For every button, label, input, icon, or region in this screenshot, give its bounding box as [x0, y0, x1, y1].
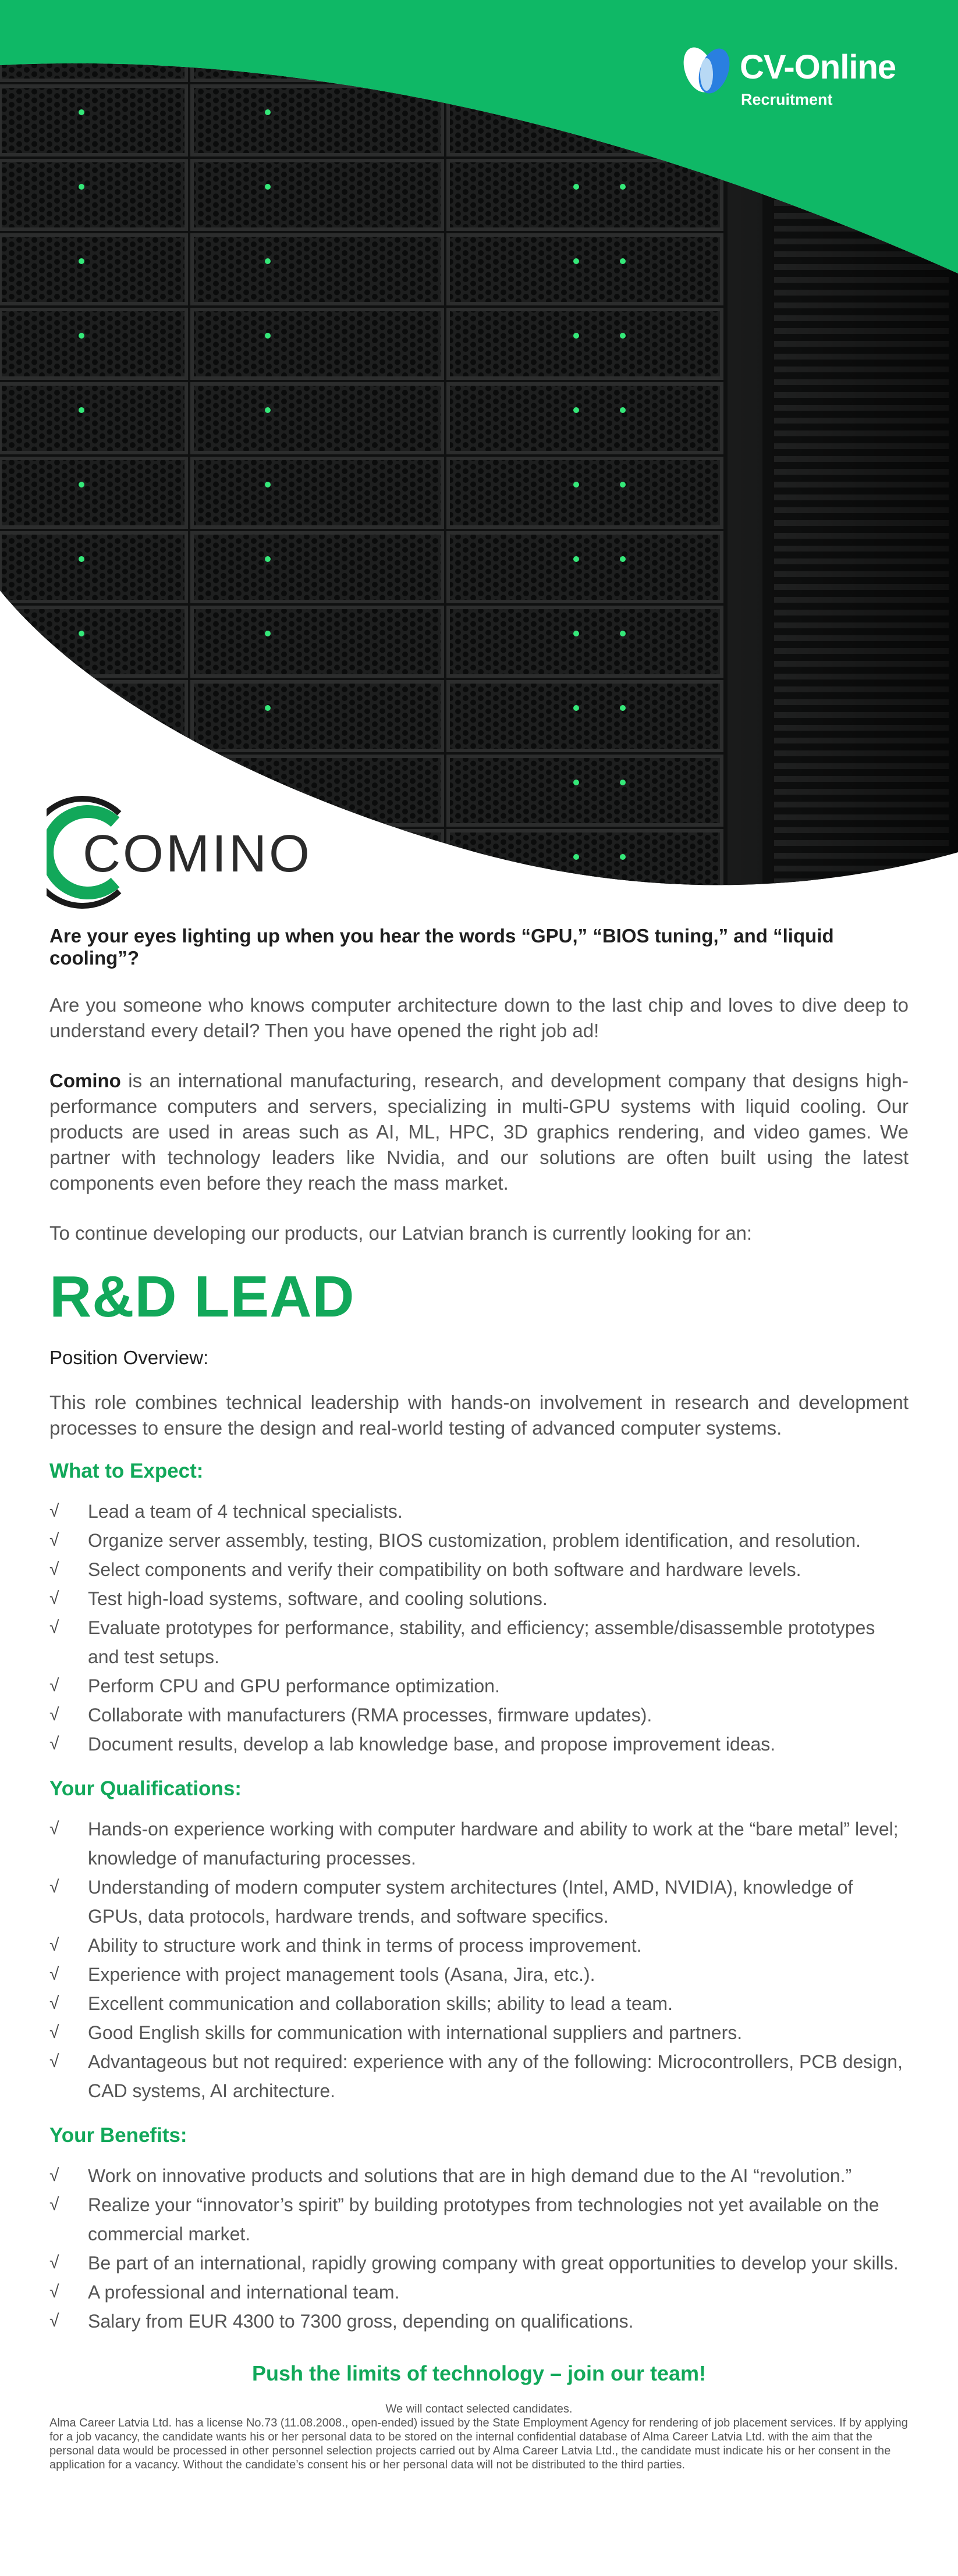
section-list: [49, 1814, 909, 2105]
cv-online-logo-mark: [678, 40, 736, 98]
check-icon: √: [49, 1994, 59, 2013]
intro-hook: Are you someone who knows computer architecture down to the last chip and loves to dive deep to understand every detail? Then you have opened the right job ad!: [49, 994, 909, 1041]
check-icon: √: [49, 1676, 59, 1695]
section-list: [49, 1497, 909, 1759]
list-item-text: Excellent communication and collaboration skills; ability to lead a team.: [88, 1993, 673, 2014]
job-sections: [49, 1460, 909, 2336]
list-item-text: Good English skills for communication with international suppliers and partners.: [88, 2022, 743, 2043]
check-icon: √: [49, 1935, 59, 1955]
job-ad-body: [49, 925, 909, 2472]
list-item-text: Work on innovative products and solutions that are in high demand due to the AI “revolution.”: [88, 2165, 852, 2186]
list-item-text: Salary from EUR 4300 to 7300 gross, depending on qualifications.: [88, 2311, 634, 2332]
list-item: [49, 1700, 909, 1730]
call-to-action: Push the limits of technology – join our team!: [251, 2361, 707, 2385]
check-icon: √: [49, 1705, 59, 1724]
list-item-text: Lead a team of 4 technical specialists.: [88, 1501, 403, 1522]
list-item: [49, 1989, 909, 2018]
check-icon: √: [49, 2052, 59, 2071]
cv-online-brand: CV-Online: [740, 48, 896, 86]
list-item-text: Advantageous but not required: experience with any of the following: Microcontrollers, PCB design, CAD systems, AI architecture.: [88, 2051, 903, 2101]
section-heading: Your Benefits:: [49, 2124, 187, 2147]
legal-notice: Alma Career Latvia Ltd. has a license No.73 (11.08.2008., open-ended) issued by the State Employment Agency for rendering of job placement services. If by applying for a job vacancy, the candidate wants his or her personal data to be stored on the internal confidential database of Alma Career Latvia Ltd. with the aim that the personal data would be processed in other personnel selection projects carried out by Alma Career Latvia Ltd., the candidate must indicate his or her consent in the application for a vacancy. Without the candidate’s consent his or her personal data will not be distributed to the third parties.: [49, 2417, 908, 2471]
list-item: [49, 2161, 909, 2190]
check-icon: √: [49, 1819, 59, 1838]
list-item: [49, 1960, 909, 1989]
check-icon: √: [49, 1531, 59, 1550]
list-item: [49, 1497, 909, 1526]
check-icon: √: [49, 1734, 59, 1753]
list-item: [49, 2248, 909, 2278]
check-icon: √: [49, 1965, 59, 1984]
list-item: [49, 1873, 909, 1931]
check-icon: √: [49, 2023, 59, 2042]
company-name: Comino: [49, 1070, 121, 1091]
company-description: [49, 1068, 909, 1196]
cv-online-subbrand: Recruitment: [741, 91, 833, 108]
list-item: [49, 2278, 909, 2307]
company-description-text: is an international manufacturing, research, and development company that designs high-performance computers and servers, specializing in multi-GPU systems with liquid cooling. Our products are used in areas such as AI, ML, HPC, 3D graphics rendering, and video games. We partner with technology leaders like Nvidia, and our solutions are often built using the latest components even before they reach the mass market.: [49, 1070, 909, 1194]
list-item: [49, 2047, 909, 2105]
check-icon: √: [49, 2166, 59, 2185]
list-item-text: Be part of an international, rapidly growing company with great opportunities to develop your skills.: [88, 2253, 899, 2273]
list-item-text: Collaborate with manufacturers (RMA processes, firmware updates).: [88, 1705, 652, 1725]
list-item-text: Document results, develop a lab knowledge base, and propose improvement ideas.: [88, 1734, 776, 1755]
list-item: [49, 1584, 909, 1613]
check-icon: √: [49, 2195, 59, 2214]
list-item: [49, 2018, 909, 2047]
list-item-text: Select components and verify their compatibility on both software and hardware levels.: [88, 1559, 801, 1580]
list-item-text: Test high-load systems, software, and cooling solutions.: [88, 1588, 548, 1609]
check-icon: √: [49, 2311, 59, 2331]
list-item-text: Experience with project management tools (Asana, Jira, etc.).: [88, 1964, 595, 1985]
list-item: [49, 1814, 909, 1873]
list-item: [49, 1555, 909, 1584]
comino-logo-wordmark: COMINO: [83, 825, 312, 883]
list-item-text: Evaluate prototypes for performance, stability, and efficiency; assemble/disassemble prototypes and test setups.: [88, 1617, 875, 1667]
job-title: R&D LEAD: [49, 1264, 355, 1329]
position-overview-text: This role combines technical leadership with hands-on involvement in research and development processes to ensure the design and real-world testing of advanced computer systems.: [49, 1392, 909, 1439]
check-icon: √: [49, 2282, 59, 2301]
position-overview-heading: Position Overview:: [49, 1347, 209, 1368]
check-icon: √: [49, 1877, 59, 1897]
list-item-text: Ability to structure work and think in terms of process improvement.: [88, 1935, 642, 1956]
intro-question: Are your eyes lighting up when you hear the words “GPU,” “BIOS tuning,” and “liquid cooling”?: [49, 925, 834, 969]
list-item-text: Perform CPU and GPU performance optimization.: [88, 1675, 500, 1696]
list-item: [49, 1671, 909, 1700]
contact-note: We will contact selected candidates.: [385, 2403, 573, 2415]
list-item-text: Hands-on experience working with computer hardware and ability to work at the “bare metal” level; knowledge of manufacturing processes.: [88, 1819, 899, 1869]
list-item: [49, 1730, 909, 1759]
list-item: [49, 1931, 909, 1960]
cv-online-logo: [678, 35, 922, 116]
list-item: [49, 2307, 909, 2336]
section-heading: Your Qualifications:: [49, 1777, 242, 1800]
list-item: [49, 2190, 909, 2248]
check-icon: √: [49, 2253, 59, 2272]
list-item-text: Understanding of modern computer system architectures (Intel, AMD, NVIDIA), knowledge of GPUs, data protocols, hardware trends, and software specifics.: [88, 1877, 853, 1927]
section-list: [49, 2161, 909, 2336]
list-item-text: A professional and international team.: [88, 2282, 400, 2303]
comino-logo: [47, 794, 314, 910]
looking-for-text: To continue developing our products, our Latvian branch is currently looking for an:: [49, 1222, 753, 1244]
check-icon: √: [49, 1589, 59, 1608]
list-item-text: Organize server assembly, testing, BIOS customization, problem identification, and resolution.: [88, 1530, 861, 1551]
list-item: [49, 1613, 909, 1671]
list-item: [49, 1526, 909, 1555]
section-heading: What to Expect:: [49, 1460, 204, 1482]
check-icon: √: [49, 1502, 59, 1521]
check-icon: √: [49, 1560, 59, 1579]
check-icon: √: [49, 1618, 59, 1637]
list-item-text: Realize your “innovator’s spirit” by building prototypes from technologies not yet available on the commercial market.: [88, 2194, 879, 2244]
hero-banner: [0, 0, 958, 908]
